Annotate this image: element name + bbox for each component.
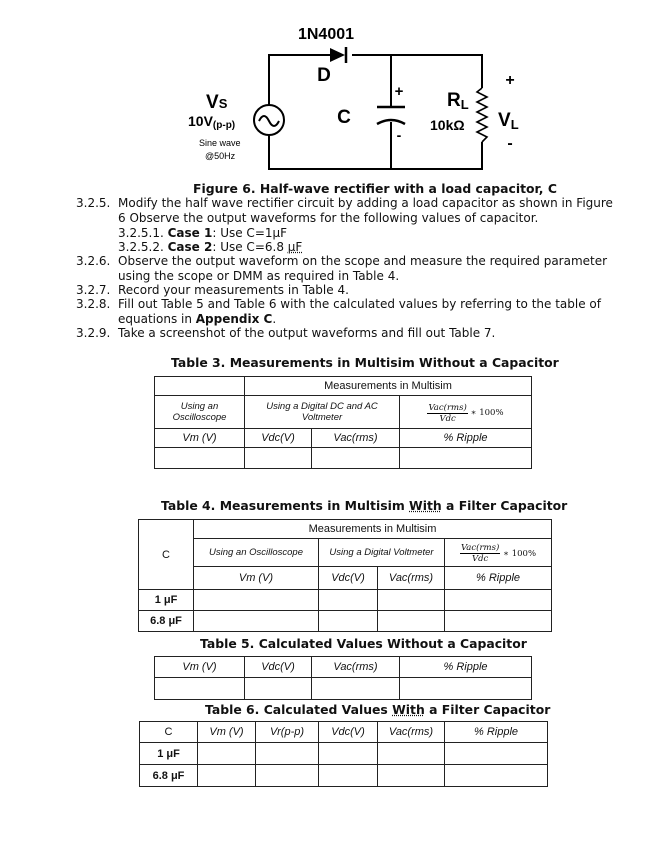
- table3-title: Table 3. Measurements in Multisim Without a Capacitor: [171, 355, 559, 370]
- table5-cell[interactable]: [245, 678, 312, 700]
- table5-col-vdc: Vdc(V): [245, 657, 312, 678]
- table6-col-vdc: Vdc(V): [319, 722, 378, 743]
- table4-title: Table 4. Measurements in Multisim With a Filter Capacitor: [161, 498, 568, 513]
- table5-col-ripple: % Ripple: [400, 657, 532, 678]
- table4-cell[interactable]: [445, 590, 552, 611]
- table3-col-vm: Vm (V): [155, 429, 245, 448]
- source-label: VS: [206, 92, 228, 113]
- table5: [154, 656, 532, 700]
- table6-col-vm: Vm (V): [198, 722, 256, 743]
- table6-title: Table 6. Calculated Values With a Filter Capacitor: [205, 702, 551, 717]
- source-wave: Sine wave: [199, 138, 241, 148]
- load-value: 10kΩ: [430, 117, 465, 133]
- table4-col-vm: Vm (V): [194, 567, 319, 590]
- table3-cell[interactable]: [312, 448, 400, 469]
- step-3-2-9: 3.2.9. Take a screenshot of the output waveforms and fill out Table 7.: [76, 326, 496, 340]
- table4-cell[interactable]: [194, 590, 319, 611]
- table6-row-label: 6.8 μF: [140, 765, 198, 787]
- table6-cell[interactable]: [378, 765, 445, 787]
- step-3-2-6: 3.2.6. Observe the output waveform on the scope and measure the required parameter using the scope or DMM as required in Table 4.: [76, 254, 608, 283]
- table4-group-header: Measurements in Multisim: [194, 520, 552, 539]
- table6-cell[interactable]: [445, 743, 548, 765]
- source-amplitude: 10V(p-p): [188, 113, 236, 131]
- capacitor-label: C: [337, 107, 351, 128]
- table3-cell[interactable]: [155, 448, 245, 469]
- output-plus: +: [505, 72, 515, 89]
- step-3-2-5-2: 3.2.5.2. Case 2: Use C=6.8 μF: [118, 240, 303, 254]
- table5-col-vm: Vm (V): [155, 657, 245, 678]
- table3-cell[interactable]: [400, 448, 532, 469]
- ac-source-symbol: [254, 105, 284, 135]
- table3-blank-header: [155, 377, 245, 396]
- table6-cell[interactable]: [256, 743, 319, 765]
- table6-cell[interactable]: [256, 765, 319, 787]
- step-3-2-5: 3.2.5. Modify the half wave rectifier circuit by adding a load capacitor as shown in Figure 6 Observe the output waveforms for the following values of capacitor.: [76, 196, 613, 225]
- step-3-2-8: 3.2.8. Fill out Table 5 and Table 6 with the calculated values by referring to the table of equations in Appendix C.: [76, 297, 601, 326]
- table4-cell[interactable]: [378, 590, 445, 611]
- table4-cell[interactable]: [194, 611, 319, 632]
- table4-cell[interactable]: [319, 590, 378, 611]
- table6-col-vrpp: Vr(p-p): [256, 722, 319, 743]
- circuit-diagram: [0, 0, 662, 180]
- table6-cell[interactable]: [198, 765, 256, 787]
- table4-col-vac: Vac(rms): [378, 567, 445, 590]
- table6-col-vac: Vac(rms): [378, 722, 445, 743]
- table5-cell[interactable]: [312, 678, 400, 700]
- table6-cell[interactable]: [319, 765, 378, 787]
- table6-col-cap: C: [140, 722, 198, 743]
- table3-col-ripple: % Ripple: [400, 429, 532, 448]
- table6-cell[interactable]: [198, 743, 256, 765]
- table3-dmm-header: Using a Digital DC and AC Voltmeter: [245, 396, 400, 429]
- table4-cell[interactable]: [319, 611, 378, 632]
- table3-cell[interactable]: [245, 448, 312, 469]
- table4-col-vdc: Vdc(V): [319, 567, 378, 590]
- table5-title: Table 5. Calculated Values Without a Capacitor: [200, 636, 527, 651]
- table3: [154, 376, 532, 469]
- diode-model-label: 1N4001: [297, 26, 355, 43]
- diode-symbol: [330, 47, 346, 63]
- table6-cell[interactable]: [378, 743, 445, 765]
- table4-col-ripple: % Ripple: [445, 567, 552, 590]
- capacitor-plus: +: [394, 83, 404, 100]
- step-3-2-5-1: 3.2.5.1. Case 1: Use C=1μF: [118, 226, 288, 240]
- table3-osc-header: Using an Oscilloscope: [155, 396, 245, 429]
- table4-dmm-header: Using a Digital Voltmeter: [319, 539, 445, 567]
- table4-cell[interactable]: [378, 611, 445, 632]
- output-minus: -: [507, 135, 513, 152]
- load-label: RL: [447, 90, 469, 112]
- table4-row-label: 1 μF: [139, 590, 194, 611]
- table6-row-label: 1 μF: [140, 743, 198, 765]
- table4-osc-header: Using an Oscilloscope: [194, 539, 319, 567]
- diode-label: D: [317, 65, 331, 86]
- capacitor-symbol: [377, 107, 405, 124]
- table5-cell[interactable]: [155, 678, 245, 700]
- table6: [139, 721, 548, 787]
- table4-formula: Vac(rms) Vdc ∗ 100%: [445, 539, 552, 567]
- figure-caption: Figure 6. Half-wave rectifier with a load capacitor, C: [193, 181, 557, 196]
- table4-cell[interactable]: [445, 611, 552, 632]
- table5-col-vac: Vac(rms): [312, 657, 400, 678]
- table6-cell[interactable]: [319, 743, 378, 765]
- table6-cell[interactable]: [445, 765, 548, 787]
- table3-formula: Vac(rms) Vdc ∗ 100%: [400, 396, 532, 429]
- table3-col-vdc: Vdc(V): [245, 429, 312, 448]
- table5-cell[interactable]: [400, 678, 532, 700]
- output-label: VL: [498, 110, 519, 132]
- table3-col-vac: Vac(rms): [312, 429, 400, 448]
- table4-cap-header: C: [139, 520, 194, 590]
- table3-group-header: Measurements in Multisim: [245, 377, 532, 396]
- capacitor-minus: -: [396, 127, 402, 143]
- table4: [138, 519, 552, 632]
- source-frequency: @50Hz: [205, 151, 236, 161]
- table4-row-label: 6.8 μF: [139, 611, 194, 632]
- step-3-2-7: 3.2.7. Record your measurements in Table 4.: [76, 283, 349, 297]
- circuit-wires: [269, 55, 487, 169]
- table6-col-ripple: % Ripple: [445, 722, 548, 743]
